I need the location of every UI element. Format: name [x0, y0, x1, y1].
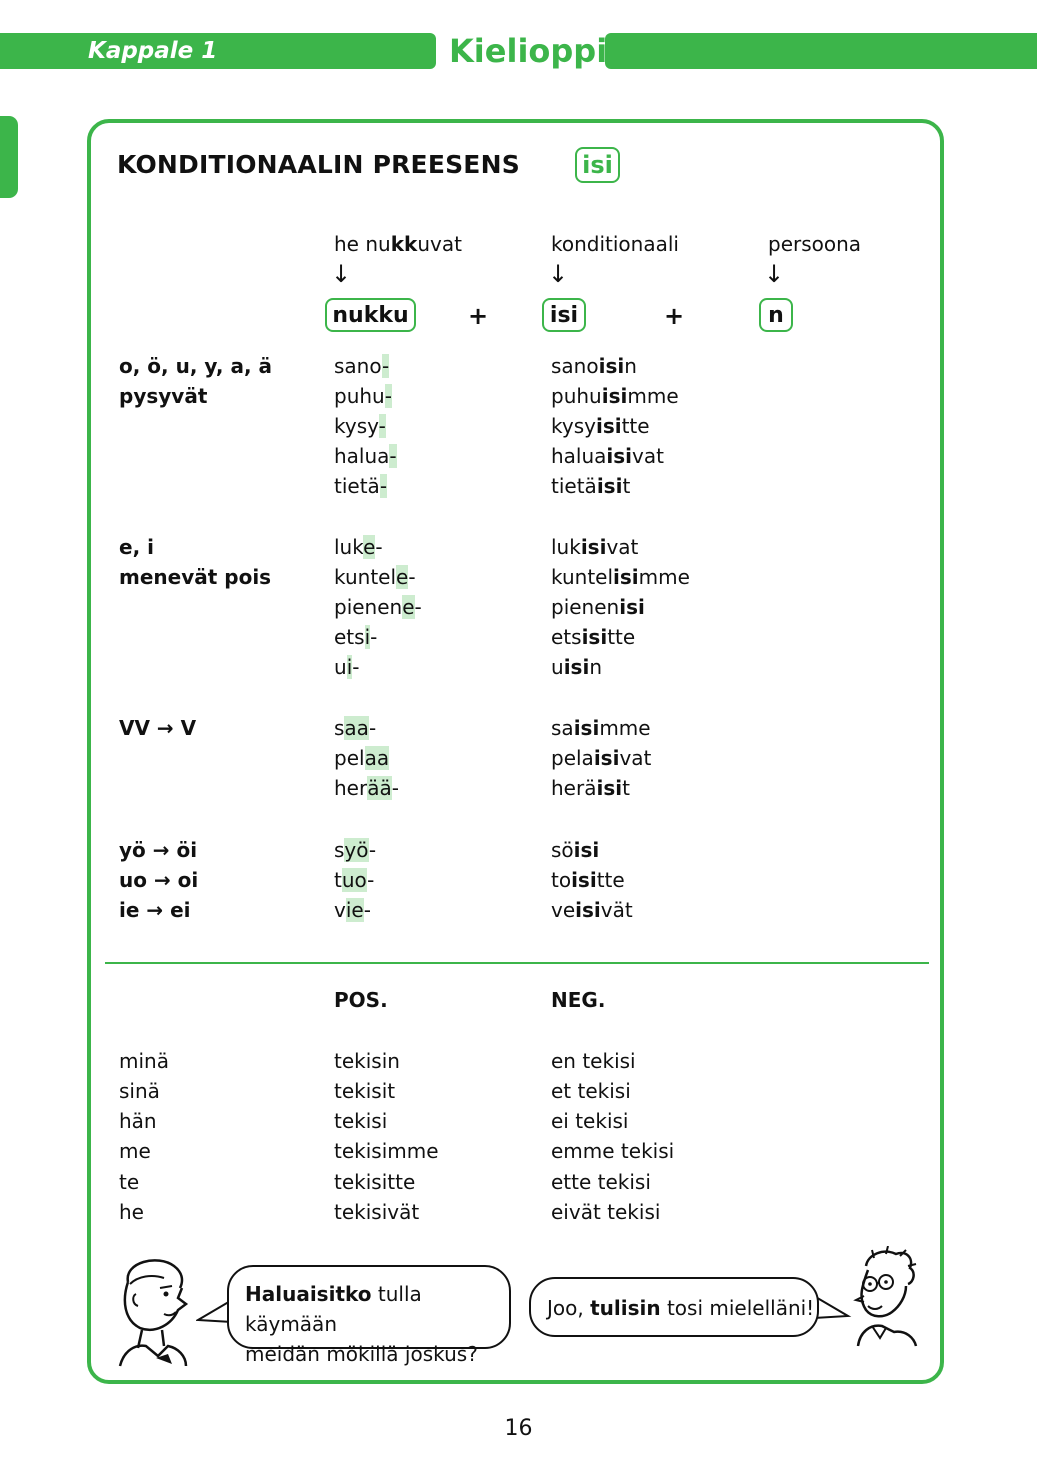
down-arrow-icon: ↓: [331, 260, 352, 288]
verb-stem: halua-: [334, 444, 397, 468]
chapter-label: Kappale 1: [88, 38, 218, 64]
positive-form: tekisivät: [334, 1200, 420, 1224]
negative-form: eivät tekisi: [551, 1200, 661, 1224]
conditional-form: etsisitte: [551, 625, 636, 649]
conditional-form: lukisivat: [551, 535, 639, 559]
group-label: uo → oi: [119, 868, 199, 892]
conditional-form: pelaisivat: [551, 746, 652, 770]
verb-stem: vie-: [334, 898, 371, 922]
conditional-form: puhuisimme: [551, 384, 679, 408]
page-number: 16: [504, 1416, 533, 1441]
verb-stem: saa-: [334, 716, 377, 740]
content-frame: [87, 119, 944, 1384]
verb-stem: tuo-: [334, 868, 375, 892]
pronoun: me: [119, 1139, 151, 1163]
person-box: n: [759, 298, 793, 332]
group-label: VV → V: [119, 716, 197, 740]
conditional-form: pienenisi: [551, 595, 645, 619]
negative-form: ette tekisi: [551, 1170, 651, 1194]
speech-bubble-left: Haluaisitko tulla käymään meidän mökillä joskus?: [227, 1265, 511, 1349]
pronoun: sinä: [119, 1079, 160, 1103]
verb-stem: tietä-: [334, 474, 388, 498]
pronoun: minä: [119, 1049, 169, 1073]
positive-form: tekisin: [334, 1049, 400, 1073]
conditional-form: heräisit: [551, 776, 630, 800]
title-suffix-box: isi: [575, 147, 620, 183]
negative-form: ei tekisi: [551, 1109, 629, 1133]
conditional-form: toisitte: [551, 868, 625, 892]
stem-box: nukku: [325, 298, 416, 332]
verb-stem: pienene-: [334, 595, 422, 619]
neg-header: NEG.: [551, 988, 606, 1012]
group-label: ie → ei: [119, 898, 191, 922]
conditional-form: kysyisitte: [551, 414, 650, 438]
formula-person-label: persoona: [768, 232, 862, 256]
verb-stem: pelaa: [334, 746, 390, 770]
section-divider: [105, 962, 929, 964]
page-title: KONDITIONAALIN PREESENS: [117, 150, 520, 179]
group-label: menevät pois: [119, 565, 272, 589]
pronoun: he: [119, 1200, 144, 1224]
man-character-illustration: [844, 1246, 924, 1350]
pronoun: hän: [119, 1109, 157, 1133]
positive-form: tekisit: [334, 1079, 396, 1103]
plus-sign: +: [468, 302, 489, 330]
positive-form: tekisitte: [334, 1170, 416, 1194]
verb-stem: ui-: [334, 655, 360, 679]
header-bar-left: [0, 33, 436, 69]
conditional-form: veisivät: [551, 898, 633, 922]
verb-stem: luke-: [334, 535, 383, 559]
plus-sign: +: [664, 302, 685, 330]
conditional-form: saisimme: [551, 716, 651, 740]
group-label: yö → öi: [119, 838, 198, 862]
down-arrow-icon: ↓: [764, 260, 785, 288]
conditional-form: sanoisin: [551, 354, 637, 378]
boy-character-illustration: [106, 1254, 204, 1372]
marker-box: isi: [542, 298, 586, 332]
negative-form: emme tekisi: [551, 1139, 675, 1163]
side-tab: [0, 116, 18, 198]
topic-title: Kielioppi: [449, 32, 608, 70]
down-arrow-icon: ↓: [548, 260, 569, 288]
negative-form: et tekisi: [551, 1079, 631, 1103]
group-label: o, ö, u, y, a, ä: [119, 354, 272, 378]
pronoun: te: [119, 1170, 140, 1194]
verb-stem: kuntele-: [334, 565, 416, 589]
verb-stem: puhu-: [334, 384, 392, 408]
formula-marker-label: konditionaali: [551, 232, 679, 256]
speech-bubble-right: Joo, tulisin tosi mielelläni!: [529, 1277, 819, 1337]
conditional-form: söisi: [551, 838, 600, 862]
group-label: pysyvät: [119, 384, 208, 408]
positive-form: tekisi: [334, 1109, 388, 1133]
conditional-form: tietäisit: [551, 474, 631, 498]
formula-example: he nukkuvat: [334, 232, 462, 256]
verb-stem: kysy-: [334, 414, 386, 438]
header-bar-right: [605, 33, 1037, 69]
conditional-form: uisin: [551, 655, 602, 679]
positive-form: tekisimme: [334, 1139, 439, 1163]
verb-stem: herää-: [334, 776, 399, 800]
verb-stem: syö-: [334, 838, 377, 862]
pos-header: POS.: [334, 988, 388, 1012]
conditional-form: haluaisivat: [551, 444, 664, 468]
conditional-form: kuntelisimme: [551, 565, 690, 589]
negative-form: en tekisi: [551, 1049, 636, 1073]
group-label: e, i: [119, 535, 154, 559]
verb-stem: etsi-: [334, 625, 378, 649]
verb-stem: sano-: [334, 354, 390, 378]
